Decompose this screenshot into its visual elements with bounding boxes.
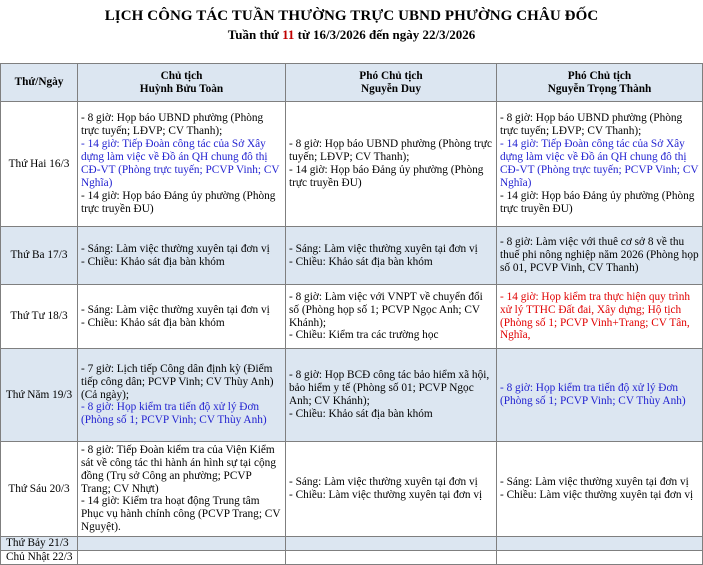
schedule-entry: - 8 giờ: Họp BCĐ công tác bảo hiểm xã hội, bảo hiểm y tế (Phòng số 01; PCVP Ngọc Anh; CV Khánh); — [289, 369, 490, 407]
schedule-entry: - 8 giờ: Họp báo UBND phường (Phòng trực tuyến; LĐVP; CV Thanh); — [500, 112, 683, 138]
vice-chairman-1-role: Phó Chủ tịch — [359, 69, 423, 82]
empty-cell — [497, 551, 703, 565]
chairman-schedule-cell — [78, 227, 286, 285]
schedule-entry: - Sáng: Làm việc thường xuyên tại đơn vị — [81, 242, 270, 255]
empty-cell — [78, 537, 286, 551]
schedule-row — [1, 285, 703, 349]
schedule-entry: - 14 giờ: Họp báo Đảng ủy phường (Phòng trực truyền ĐU) — [289, 164, 484, 189]
week-subtitle — [0, 27, 703, 43]
schedule-entry: - Chiều: Làm việc thường xuyên tại đơn vị — [500, 489, 694, 501]
schedule-row — [1, 227, 703, 285]
week-number: 11 — [282, 27, 295, 42]
schedule-entry: - 14 giờ: Họp báo Đảng ủy phường (Phòng trực truyền ĐU) — [500, 189, 695, 215]
schedule-entry: - 8 giờ: Họp báo UBND phường (Phòng trực tuyến; LĐVP; CV Thanh); — [289, 138, 493, 164]
schedule-entry: - 8 giờ: Làm việc với thuê cơ sở 8 về thu thuế phi nông nghiệp năm 2026 (Phòng họp số 01, PCVP Vinh, CV Thanh) — [500, 236, 699, 274]
schedule-entry: - 8 giờ: Làm việc với VNPT về chuyển đổi số (Phòng họp số 1; PCVP Ngọc Anh; CV Khánh); — [289, 290, 483, 329]
schedule-entry: - Chiều: Làm việc thường xuyên tại đơn vị — [289, 489, 483, 501]
vice-chairman-2-role: Phó Chủ tịch — [567, 69, 632, 82]
vice-chairman-1-schedule-cell — [286, 102, 497, 227]
column-header-vice-chairman-2 — [497, 64, 703, 102]
chairman-name: Huỳnh Bửu Toàn — [139, 82, 224, 95]
day-cell: Thứ Năm 19/3 — [1, 349, 78, 442]
day-cell: Chủ Nhật 22/3 — [1, 551, 78, 565]
day-cell: Thứ Sáu 20/3 — [1, 442, 78, 537]
page-header — [0, 0, 703, 58]
subtitle-prefix: Tuần thứ — [227, 27, 283, 42]
vice-chairman-2-schedule-cell — [497, 285, 703, 349]
chairman-role: Chủ tịch — [160, 69, 203, 82]
vice-chairman-1-schedule-cell — [286, 227, 497, 285]
schedule-entry: - 7 giờ: Lịch tiếp Công dân định kỳ (Điểm tiếp công dân; PCVP Vinh; CV Thùy Anh) (Cả ngày); — [81, 362, 274, 401]
vice-chairman-1-schedule-cell — [286, 349, 497, 442]
empty-cell — [286, 551, 497, 565]
vice-chairman-2-schedule-cell — [497, 442, 703, 537]
day-cell: Thứ Tư 18/3 — [1, 285, 78, 349]
schedule-entry: - Chiều: Khảo sát địa bàn khóm — [81, 316, 225, 329]
day-cell: Thứ Bảy 21/3 — [1, 537, 78, 551]
schedule-entry: - 8 giờ: Họp báo UBND phường (Phòng trực tuyến; LĐVP; CV Thanh); — [81, 112, 264, 138]
schedule-entry: - Sáng: Làm việc thường xuyên tại đơn vị — [500, 476, 689, 489]
column-header-vice-chairman-1 — [286, 64, 497, 102]
schedule-entry: - 14 giờ: Tiếp Đoàn công tác của Sở Xây dựng làm việc về Đồ án QH chung đô thị CĐ-VT (Phòng trực tuyến; PCVP Vinh; CV Nghĩa) — [500, 138, 699, 189]
schedule-entry: - 14 giờ: Kiểm tra hoạt động Trung tâm Phục vụ hành chính công (PCVP Trang; CV Nguyệt). — [81, 495, 281, 534]
empty-cell — [497, 537, 703, 551]
vice-chairman-2-schedule-cell — [497, 227, 703, 285]
chairman-schedule-cell — [78, 349, 286, 442]
page-title: LỊCH CÔNG TÁC TUẦN THƯỜNG TRỰC UBND PHƯỜNG CHÂU ĐỐC — [104, 8, 599, 24]
table-header-row — [1, 64, 703, 102]
schedule-row — [1, 442, 703, 537]
weekend-row — [1, 551, 703, 565]
schedule-table — [0, 63, 703, 565]
schedule-entry: - Sáng: Làm việc thường xuyên tại đơn vị — [289, 242, 478, 255]
schedule-row — [1, 102, 703, 227]
schedule-entry: - Chiều: Khảo sát địa bàn khóm — [81, 255, 225, 268]
chairman-schedule-cell — [78, 102, 286, 227]
schedule-entry: - 8 giờ: Tiếp Đoàn kiểm tra của Viện Kiểm sát về công tác thi hành án hình sự tại cộng đồng (Trụ sở Công an phường; PCVP Trang; CV Nhựt) — [81, 443, 276, 495]
weekend-row — [1, 537, 703, 551]
vice-chairman-1-schedule-cell — [286, 285, 497, 349]
schedule-entry: - 8 giờ: Họp kiểm tra tiến độ xử lý Đơn (Phòng số 1; PCVP Vinh; CV Thùy Anh) — [81, 401, 267, 427]
schedule-row — [1, 349, 703, 442]
vice-chairman-1-schedule-cell — [286, 442, 497, 537]
schedule-entry: - Chiều: Khảo sát địa bàn khóm — [289, 407, 433, 420]
schedule-entry: - Sáng: Làm việc thường xuyên tại đơn vị — [289, 476, 478, 489]
chairman-schedule-cell — [78, 285, 286, 349]
empty-cell — [78, 551, 286, 565]
schedule-entry: - 8 giờ: Họp kiểm tra tiến độ xử lý Đơn (Phòng số 1; PCVP Vinh; CV Thùy Anh) — [500, 382, 686, 407]
schedule-entry: - Sáng: Làm việc thường xuyên tại đơn vị — [81, 303, 270, 316]
empty-cell — [286, 537, 497, 551]
schedule-entry: - 14 giờ: Họp báo Đảng ủy phường (Phòng trực truyền ĐU) — [81, 189, 276, 215]
chairman-schedule-cell — [78, 442, 286, 537]
column-header-chairman — [78, 64, 286, 102]
day-cell: Thứ Hai 16/3 — [1, 102, 78, 227]
vice-chairman-2-name: Nguyễn Trọng Thành — [547, 82, 652, 95]
column-header-day: Thứ/Ngày — [1, 64, 78, 102]
schedule-entry: - 14 giờ: Họp kiểm tra thực hiện quy trình xử lý TTHC Đất đai, Xây dựng; Hộ tịch (Phòng số 1; PCVP Vinh+Trang; CV Tân, Nghĩa, — [500, 290, 690, 342]
subtitle-suffix: từ 16/3/2026 đến ngày 22/3/2026 — [294, 27, 476, 42]
vice-chairman-2-schedule-cell — [497, 102, 703, 227]
vice-chairman-2-schedule-cell — [497, 349, 703, 442]
schedule-entry: - Chiều: Kiểm tra các trường học — [289, 329, 439, 342]
vice-chairman-1-name: Nguyễn Duy — [361, 82, 421, 95]
day-cell: Thứ Ba 17/3 — [1, 227, 78, 285]
schedule-entry: - Chiều: Khảo sát địa bàn khóm — [289, 255, 433, 268]
schedule-entry: - 14 giờ: Tiếp Đoàn công tác của Sở Xây dựng làm việc về Đồ án QH chung đô thị CĐ-VT (Phòng trực tuyến; PCVP Vinh; CV Nghĩa) — [81, 138, 280, 189]
